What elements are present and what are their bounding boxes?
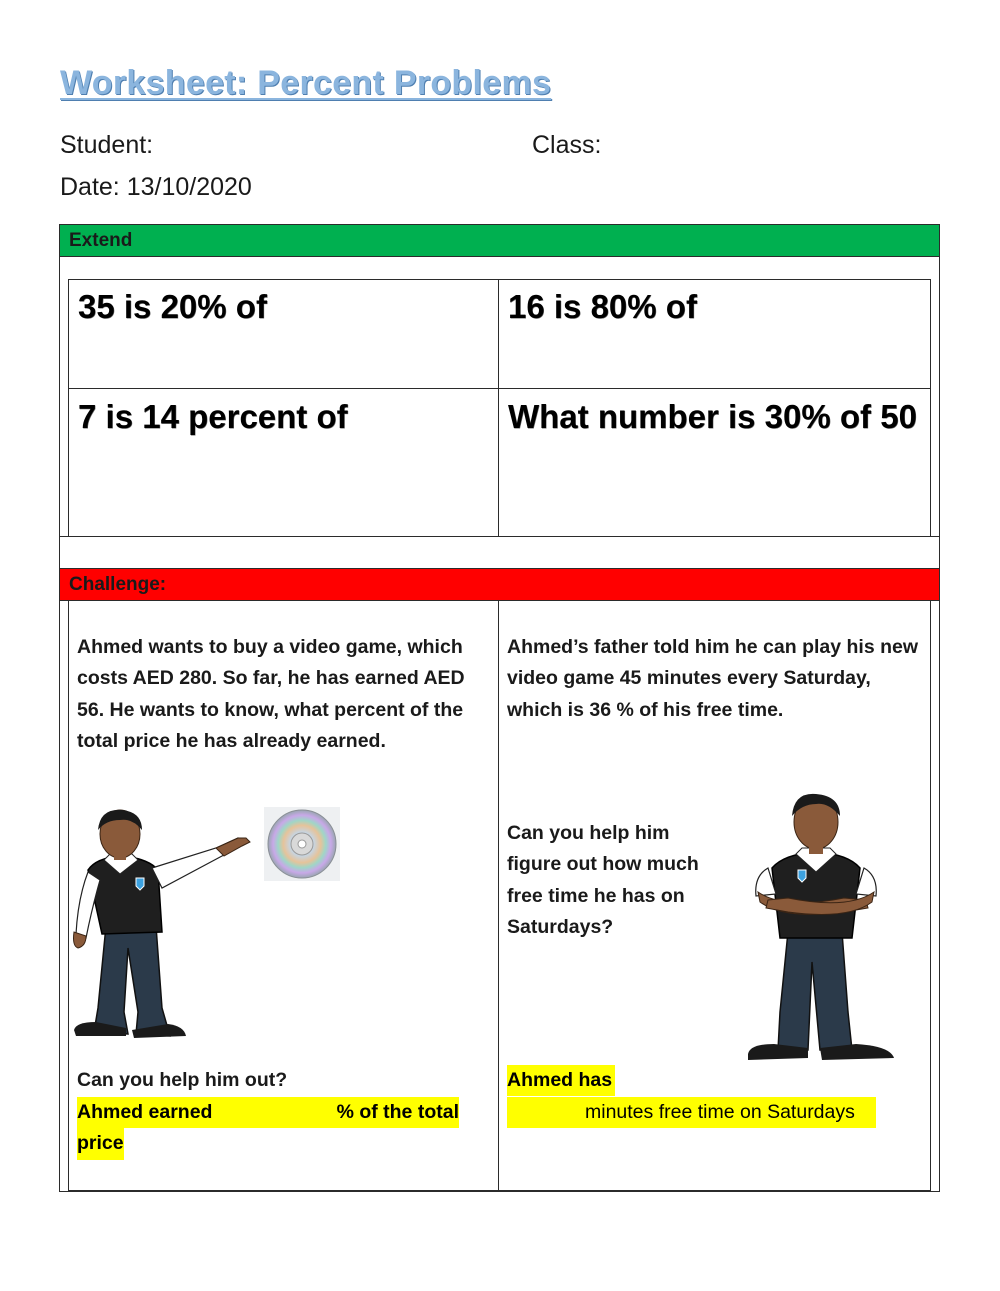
left-answer-middle: % of the total: [336, 1101, 459, 1123]
extend-question-1: 35 is 20% of: [78, 288, 267, 325]
extend-grid-row-divider: [68, 388, 931, 389]
cd-disc-icon: [264, 807, 340, 881]
challenge-grid-divider: [498, 601, 499, 1191]
challenge-right-prompt: Can you help him figure out how much free time he has on Saturdays?: [507, 822, 699, 938]
crossed-arms-boy-illustration: [744, 792, 898, 1066]
pointing-boy-illustration: [66, 808, 256, 1040]
worksheet-title: Worksheet: Percent Problems: [60, 64, 552, 102]
left-answer-end: price: [77, 1128, 124, 1159]
right-answer-end: minutes free time on Saturdays: [507, 1097, 876, 1128]
extend-question-4: What number is 30% of 50: [508, 398, 917, 435]
challenge-left-problem: Ahmed wants to buy a video game, which costs AED 280. So far, he has earned AED 56. He wants to know, what percent of the total price he has already earned.: [77, 636, 465, 752]
date-label: Date: 13/10/2020: [60, 173, 252, 201]
right-answer-start: Ahmed has: [507, 1065, 615, 1096]
challenge-left-prompt: Can you help him out?: [77, 1069, 288, 1091]
section-divider: [59, 536, 940, 537]
student-label: Student:: [60, 131, 154, 159]
challenge-left-answer: [77, 1097, 459, 1160]
class-label: Class:: [532, 131, 602, 159]
extend-grid-divider: [498, 279, 499, 537]
extend-question-2: 16 is 80% of: [508, 288, 697, 325]
challenge-header: Challenge:: [59, 568, 940, 601]
extend-question-3: 7 is 14 percent of: [78, 398, 348, 435]
challenge-grid-bottom: [68, 1190, 931, 1191]
challenge-right-problem: Ahmed’s father told him he can play his new video game 45 minutes every Saturday, which is 36 % of his free time.: [507, 636, 919, 721]
left-answer-start: Ahmed earned: [77, 1101, 213, 1123]
extend-header: Extend: [59, 224, 940, 257]
